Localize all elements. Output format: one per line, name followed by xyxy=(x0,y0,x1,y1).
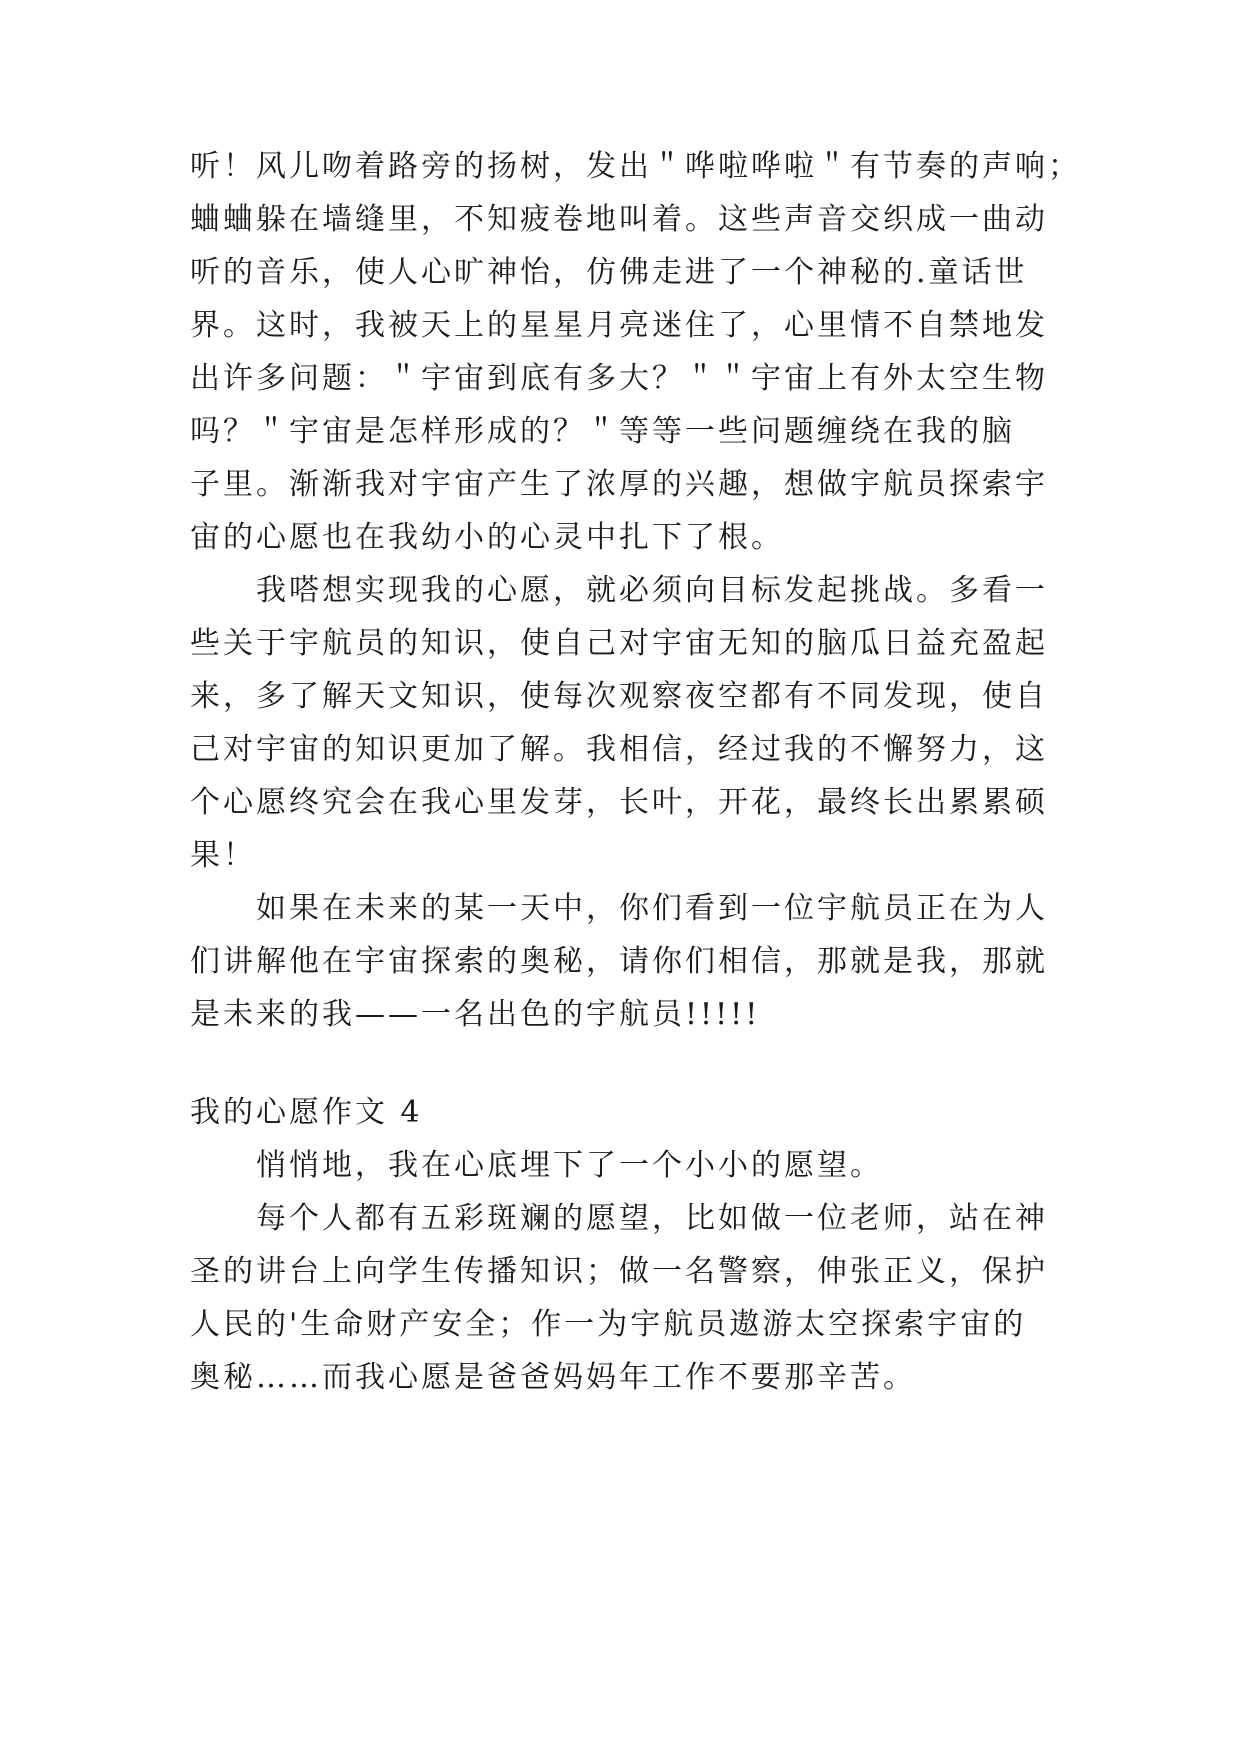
paragraph-line: 听的音乐，使人心旷神怡，仿佛走进了一个神秘的.童话世 xyxy=(190,255,1028,290)
section-heading: 我的心愿作文 4 xyxy=(190,1095,423,1130)
paragraph-line: 出许多问题：＂宇宙到底有多大？＂＂宇宙上有外太空生物 xyxy=(190,361,1048,396)
paragraph-line: 来，多了解天文知识，使每次观察夜空都有不同发现，使自 xyxy=(190,679,1048,714)
paragraph-line: 们讲解他在宇宙探索的奥秘，请你们相信，那就是我，那就 xyxy=(190,944,1048,979)
paragraph-line: 宙的心愿也在我幼小的心灵中扎下了根。 xyxy=(190,520,784,555)
paragraph-line: 圣的讲台上向学生传播知识；做一名警察，伸张正义，保护 xyxy=(190,1254,1048,1289)
paragraph-line: 如果在未来的某一天中，你们看到一位宇航员正在为人 xyxy=(256,891,1048,926)
paragraph-line: 我嗒想实现我的心愿，就必须向目标发起挑战。多看一 xyxy=(256,573,1048,608)
paragraph-line: 人民的'生命财产安全；作一为宇航员遨游太空探索宇宙的 xyxy=(190,1307,1027,1342)
paragraph-line: 己对宇宙的知识更加了解。我相信，经过我的不懈努力，这 xyxy=(190,732,1048,767)
paragraph-line: 吗？＂宇宙是怎样形成的？＂等等一些问题缠绕在我的脑 xyxy=(190,414,1015,449)
paragraph-line: 蛐蛐躲在墙缝里，不知疲卷地叫着。这些声音交织成一曲动 xyxy=(190,202,1048,237)
paragraph-line: 子里。渐渐我对宇宙产生了浓厚的兴趣，想做宇航员探索宇 xyxy=(190,467,1048,502)
paragraph-line: 个心愿终究会在我心里发芽，长叶，开花，最终长出累累硕 xyxy=(190,785,1048,820)
paragraph-line: 奥秘……而我心愿是爸爸妈妈年工作不要那辛苦。 xyxy=(190,1360,916,1395)
paragraph-line: 悄悄地，我在心底埋下了一个小小的愿望。 xyxy=(256,1148,883,1183)
paragraph-line: 听！风儿吻着路旁的扬树，发出＂哗啦哗啦＂有节奏的声响； xyxy=(190,149,1081,184)
paragraph-line: 每个人都有五彩斑斓的愿望，比如做一位老师，站在神 xyxy=(256,1201,1048,1236)
paragraph-line: 果！ xyxy=(190,838,256,873)
paragraph-line: 界。这时，我被天上的星星月亮迷住了，心里情不自禁地发 xyxy=(190,308,1048,343)
paragraph-line: 些关于宇航员的知识，使自己对宇宙无知的脑瓜日益充盈起 xyxy=(190,626,1048,661)
paragraph-line: 是未来的我——一名出色的宇航员!!!!! xyxy=(190,997,761,1032)
